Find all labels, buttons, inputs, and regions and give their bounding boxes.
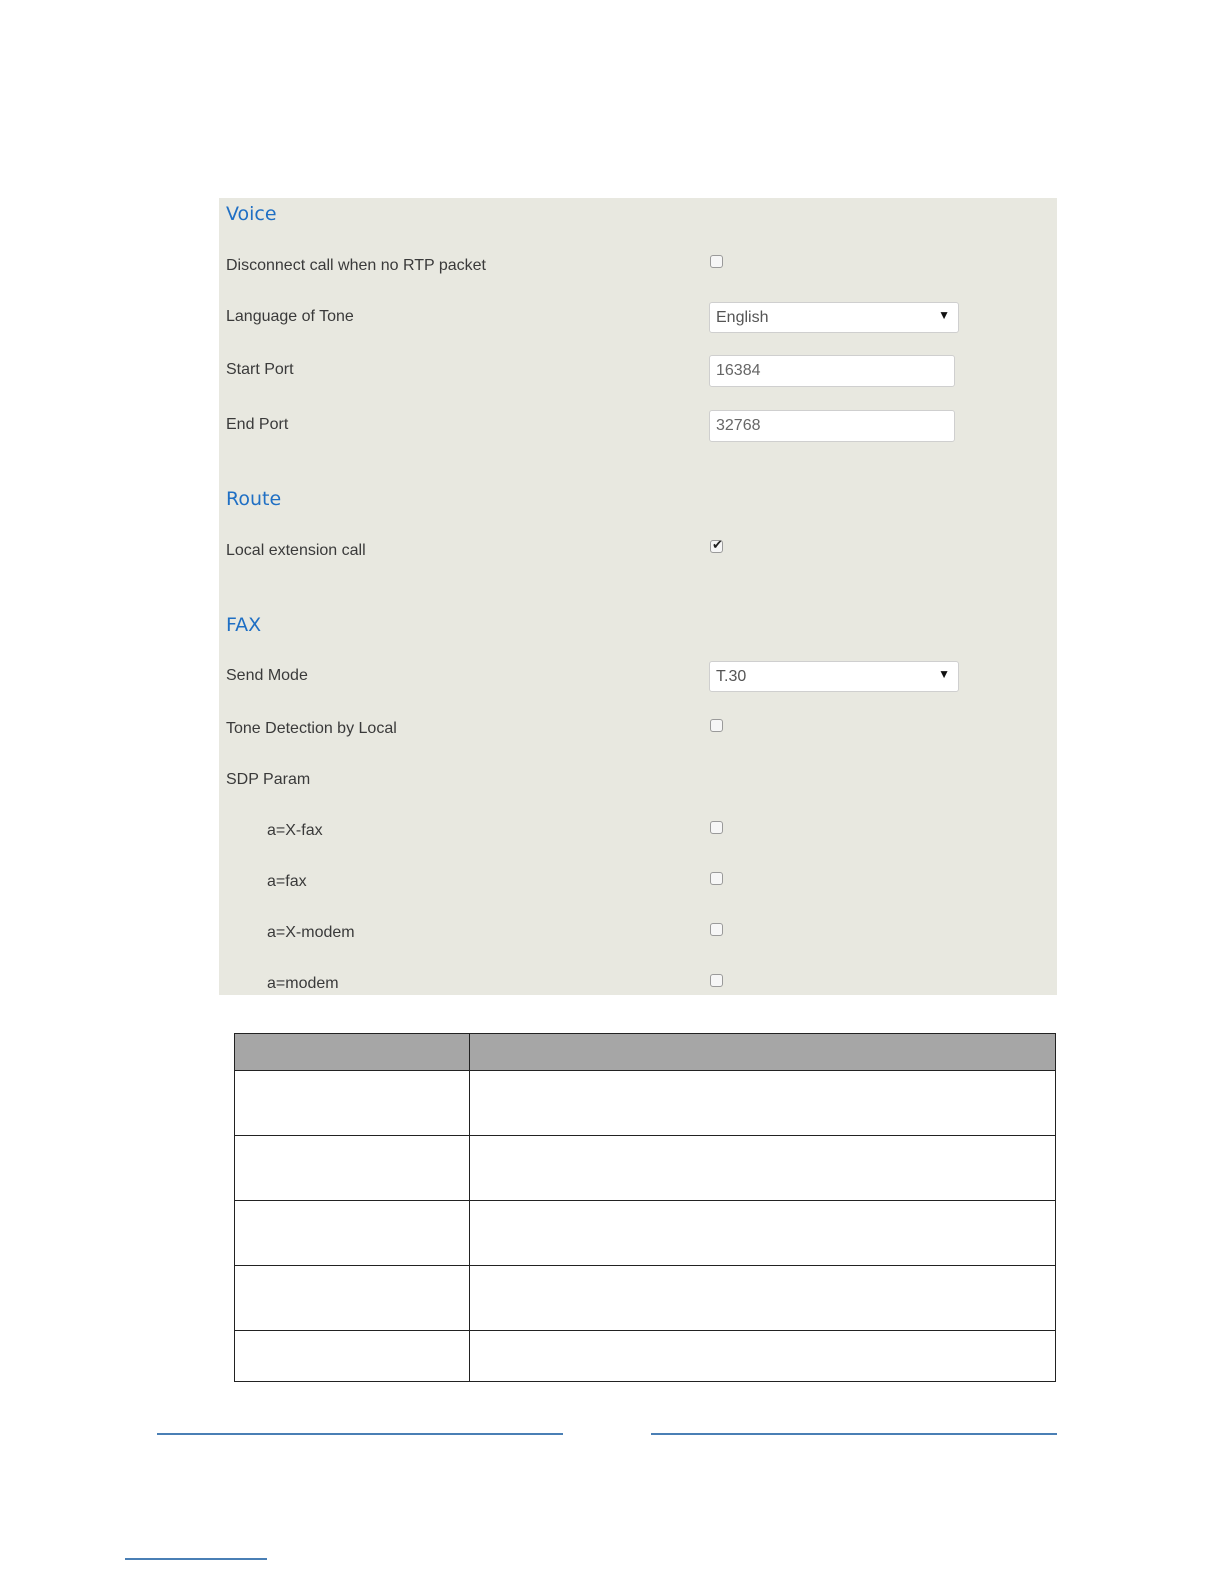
language-of-tone-value: English [716, 309, 769, 326]
send-mode-value: T.30 [716, 668, 747, 685]
table-cell [470, 1136, 1056, 1201]
footer-rule-right [651, 1433, 1057, 1435]
end-port-value: 32768 [716, 417, 761, 434]
dropdown-arrow-icon: ▼ [938, 308, 950, 322]
sdp-fax-checkbox[interactable] [710, 872, 723, 885]
description-table [234, 1033, 1056, 1382]
disconnect-call-label: Disconnect call when no RTP packet [226, 257, 486, 274]
table-cell [235, 1071, 470, 1136]
language-of-tone-label: Language of Tone [226, 308, 354, 325]
send-mode-select[interactable] [709, 661, 959, 692]
table-cell [470, 1331, 1056, 1382]
tone-detection-label: Tone Detection by Local [226, 720, 397, 737]
settings-panel [219, 198, 1057, 995]
table-header-cell [470, 1034, 1056, 1071]
footer-rule-left [157, 1433, 563, 1435]
disconnect-call-checkbox[interactable] [710, 255, 723, 268]
footnote-rule [125, 1558, 267, 1560]
route-section-title: Route [226, 488, 282, 510]
send-mode-label: Send Mode [226, 667, 308, 684]
start-port-input[interactable] [709, 355, 955, 387]
table-row [235, 1136, 1056, 1201]
sdp-x-modem-checkbox[interactable] [710, 923, 723, 936]
voice-section-title: Voice [226, 203, 277, 225]
local-extension-call-label: Local extension call [226, 542, 366, 559]
table-cell [235, 1266, 470, 1331]
table-cell [235, 1201, 470, 1266]
sdp-x-fax-label: a=X-fax [267, 822, 323, 839]
table-header-cell [235, 1034, 470, 1071]
fax-section-title: FAX [226, 614, 262, 636]
start-port-label: Start Port [226, 361, 294, 378]
language-of-tone-select[interactable] [709, 302, 959, 333]
sdp-param-label: SDP Param [226, 771, 311, 788]
tone-detection-checkbox[interactable] [710, 719, 723, 732]
table-header-row [235, 1034, 1056, 1071]
table-cell [235, 1331, 470, 1382]
table-row [235, 1331, 1056, 1382]
checkmark-icon: ✔ [712, 537, 723, 552]
table-cell [235, 1136, 470, 1201]
table-cell [470, 1201, 1056, 1266]
table-row [235, 1266, 1056, 1331]
end-port-input[interactable] [709, 410, 955, 442]
sdp-x-modem-label: a=X-modem [267, 924, 355, 941]
local-extension-call-checkbox[interactable] [710, 537, 723, 553]
table-row [235, 1201, 1056, 1266]
sdp-x-fax-checkbox[interactable] [710, 821, 723, 834]
table-row [235, 1071, 1056, 1136]
table-cell [470, 1071, 1056, 1136]
sdp-fax-label: a=fax [267, 873, 307, 890]
sdp-modem-checkbox[interactable] [710, 974, 723, 987]
sdp-modem-label: a=modem [267, 975, 339, 992]
end-port-label: End Port [226, 416, 289, 433]
dropdown-arrow-icon: ▼ [938, 667, 950, 681]
start-port-value: 16384 [716, 362, 761, 379]
table-cell [470, 1266, 1056, 1331]
